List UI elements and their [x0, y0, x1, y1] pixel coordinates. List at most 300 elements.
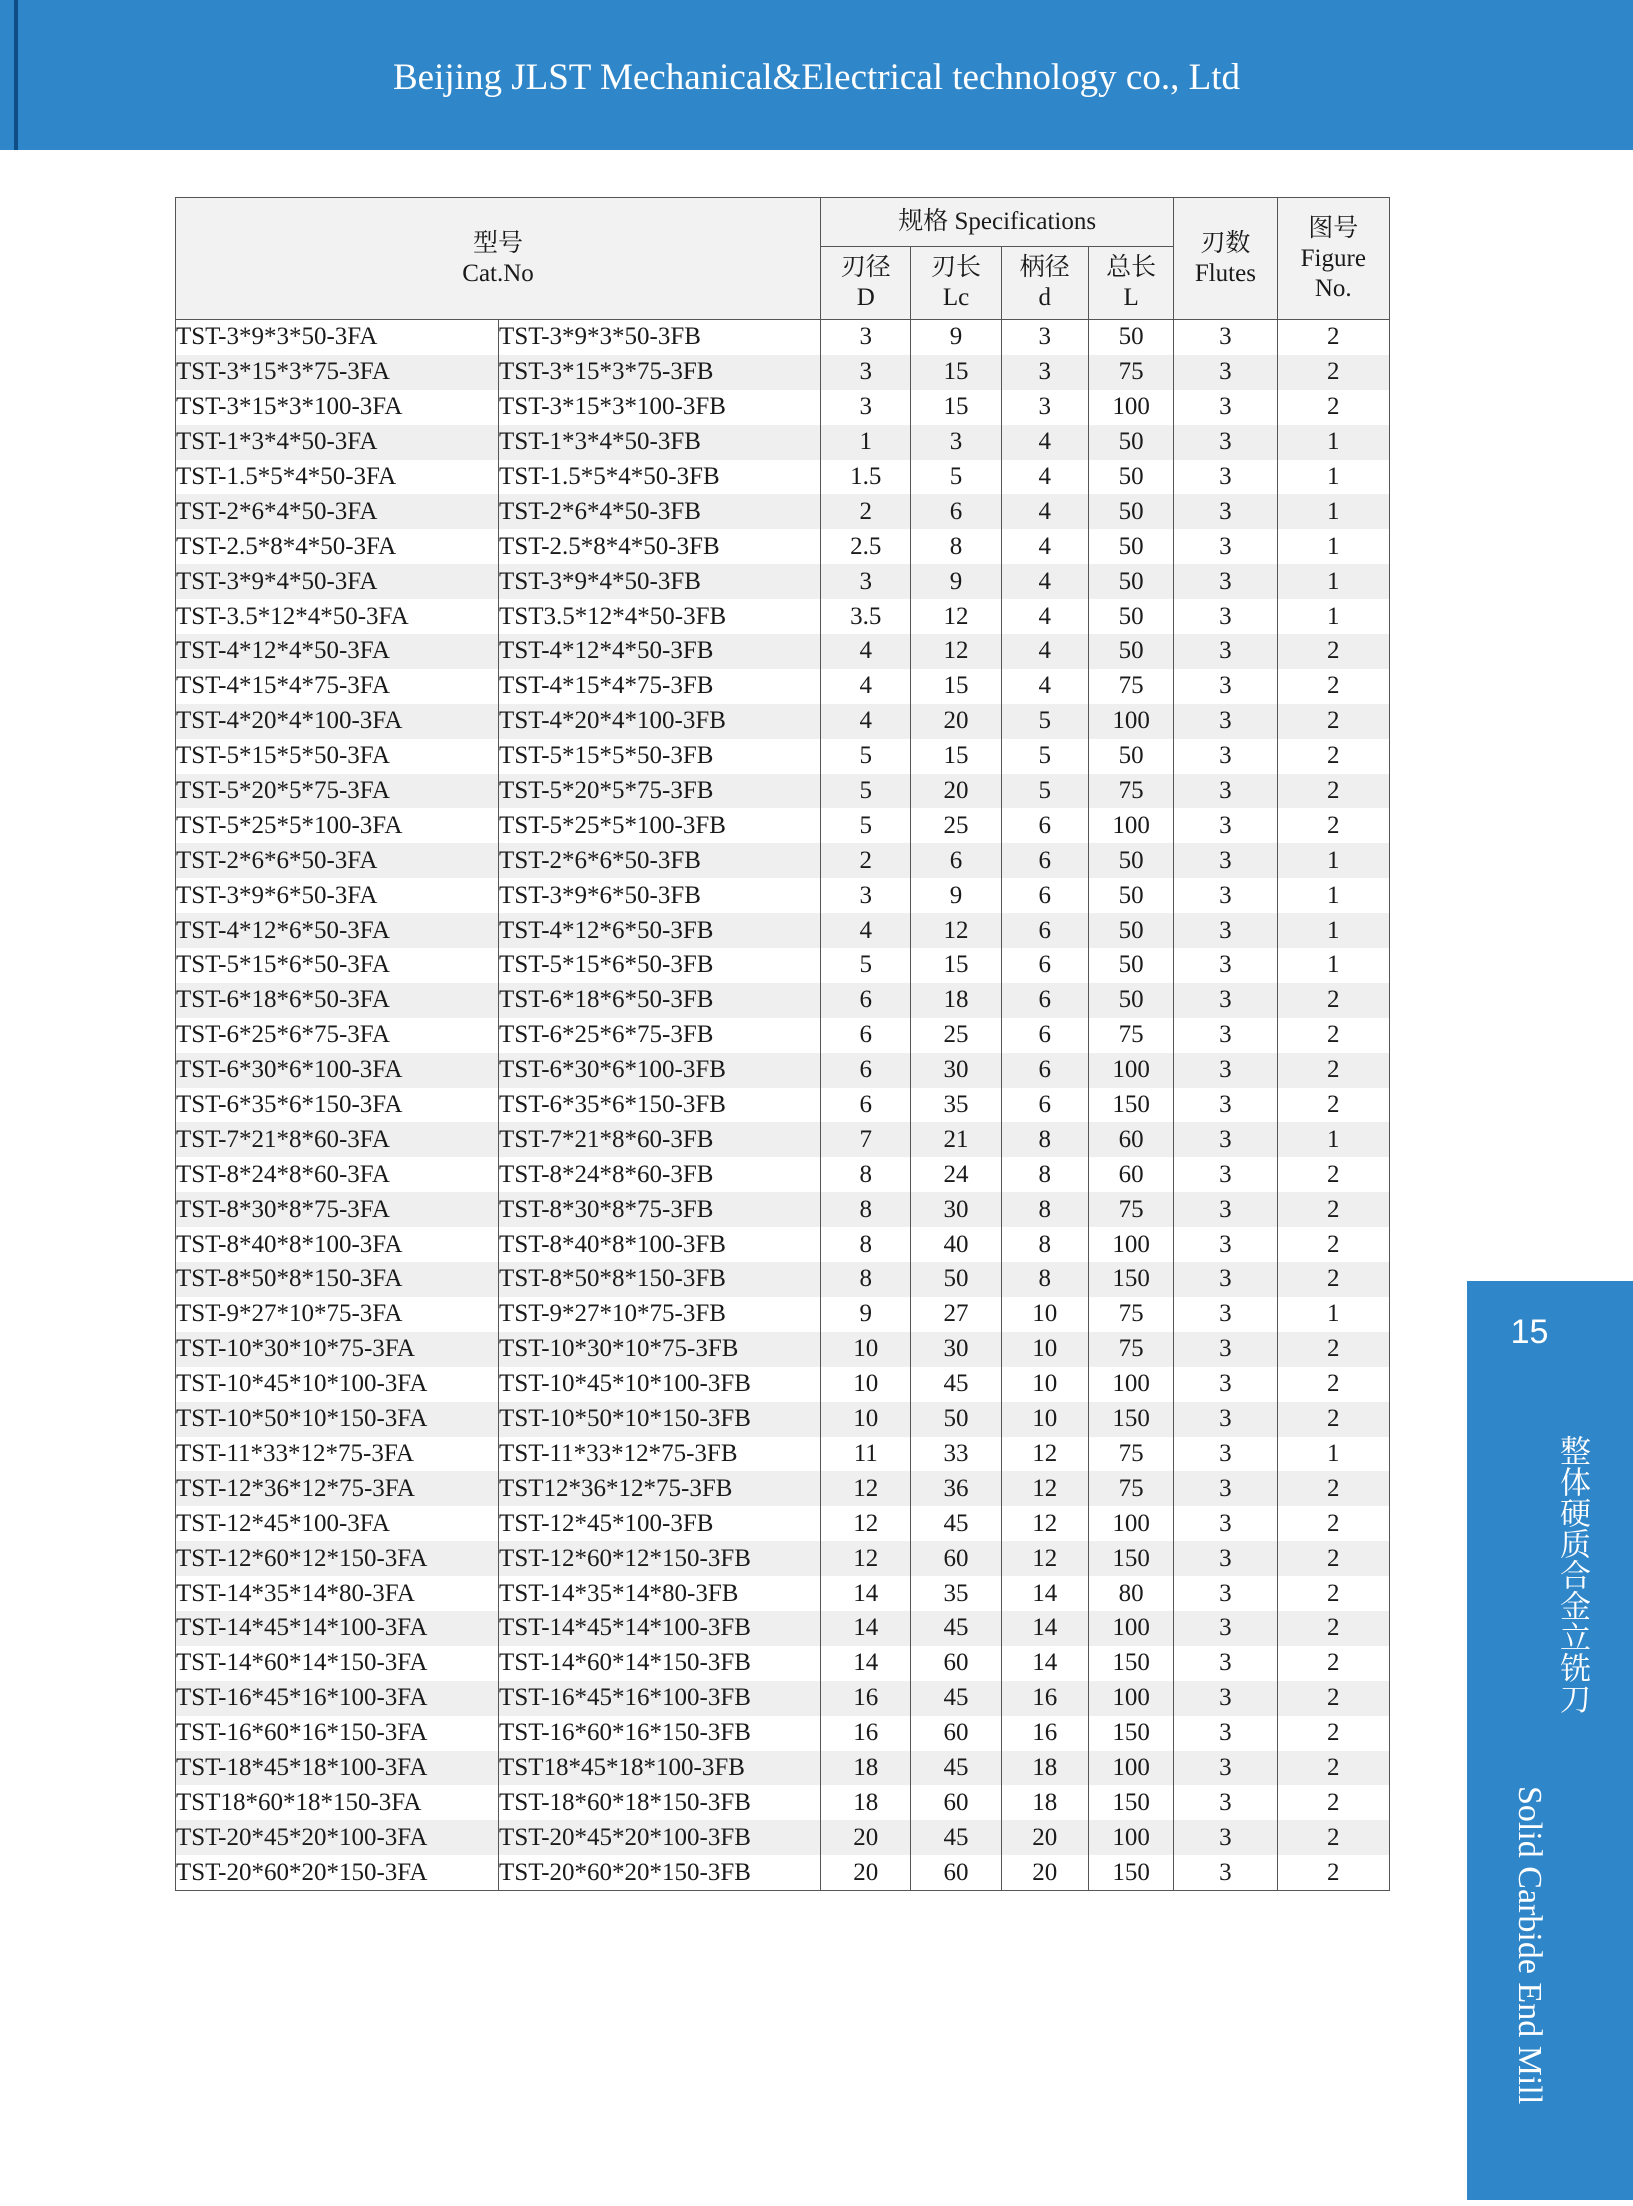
cell-cut-length: 15 [911, 669, 1001, 704]
cell-diameter: 6 [821, 1053, 911, 1088]
cell-cut-length: 9 [911, 320, 1001, 355]
cell-cat-no-fb: TST-12*45*100-3FB [499, 1506, 821, 1541]
cell-figure-no: 2 [1277, 1227, 1389, 1262]
table-row [176, 704, 1390, 739]
cell-figure-no: 2 [1277, 1611, 1389, 1646]
cell-shank-diameter: 10 [1001, 1297, 1088, 1332]
cell-shank-diameter: 20 [1001, 1855, 1088, 1890]
cell-cat-no-fa: TST-3.5*12*4*50-3FA [176, 599, 499, 634]
cell-cat-no-fa: TST-8*30*8*75-3FA [176, 1192, 499, 1227]
cell-flutes: 3 [1174, 1088, 1277, 1123]
cell-cat-no-fa: TST-8*40*8*100-3FA [176, 1227, 499, 1262]
cell-cat-no-fb: TST-18*60*18*150-3FB [499, 1785, 821, 1820]
cell-overall-length: 75 [1088, 1437, 1173, 1472]
cell-flutes: 3 [1174, 774, 1277, 809]
cell-cat-no-fa: TST-12*60*12*150-3FA [176, 1541, 499, 1576]
cell-cat-no-fa: TST18*60*18*150-3FA [176, 1785, 499, 1820]
table-row [176, 1367, 1390, 1402]
header-fig-en2: No. [1314, 274, 1352, 302]
cell-overall-length: 150 [1088, 1541, 1173, 1576]
cell-shank-diameter: 6 [1001, 878, 1088, 913]
cell-flutes: 3 [1174, 1367, 1277, 1402]
cell-overall-length: 50 [1088, 634, 1173, 669]
table-row [176, 669, 1390, 704]
cell-cat-no-fa: TST-5*15*6*50-3FA [176, 948, 499, 983]
cell-figure-no: 1 [1277, 599, 1389, 634]
cell-shank-diameter: 10 [1001, 1367, 1088, 1402]
cell-cat-no-fa: TST-3*15*3*75-3FA [176, 355, 499, 390]
table-row [176, 774, 1390, 809]
cell-shank-diameter: 3 [1001, 390, 1088, 425]
cell-cut-length: 15 [911, 390, 1001, 425]
cell-cat-no-fa: TST-10*45*10*100-3FA [176, 1367, 499, 1402]
cell-shank-diameter: 18 [1001, 1785, 1088, 1820]
cell-flutes: 3 [1174, 460, 1277, 495]
cell-cut-length: 50 [911, 1262, 1001, 1297]
cell-cat-no-fa: TST-10*30*10*75-3FA [176, 1332, 499, 1367]
cell-cut-length: 5 [911, 460, 1001, 495]
table-row [176, 529, 1390, 564]
table-row [176, 1018, 1390, 1053]
cell-cut-length: 3 [911, 425, 1001, 460]
header-flutes-cn: 刃数 [1200, 229, 1251, 257]
cell-shank-diameter: 8 [1001, 1262, 1088, 1297]
cell-diameter: 20 [821, 1820, 911, 1855]
cell-shank-diameter: 14 [1001, 1646, 1088, 1681]
cell-figure-no: 2 [1277, 320, 1389, 355]
cell-overall-length: 75 [1088, 1192, 1173, 1227]
cell-diameter: 5 [821, 808, 911, 843]
cell-overall-length: 75 [1088, 355, 1173, 390]
cell-cat-no-fb: TST-8*50*8*150-3FB [499, 1262, 821, 1297]
cell-diameter: 1 [821, 425, 911, 460]
cell-cut-length: 24 [911, 1157, 1001, 1192]
table-row [176, 1053, 1390, 1088]
cell-shank-diameter: 8 [1001, 1122, 1088, 1157]
cell-flutes: 3 [1174, 1157, 1277, 1192]
cell-cut-length: 60 [911, 1541, 1001, 1576]
cell-figure-no: 2 [1277, 1506, 1389, 1541]
cell-figure-no: 2 [1277, 1855, 1389, 1890]
cell-shank-diameter: 6 [1001, 1018, 1088, 1053]
cell-overall-length: 50 [1088, 494, 1173, 529]
cell-flutes: 3 [1174, 564, 1277, 599]
cell-figure-no: 1 [1277, 878, 1389, 913]
cell-overall-length: 75 [1088, 1471, 1173, 1506]
cell-figure-no: 2 [1277, 355, 1389, 390]
cell-flutes: 3 [1174, 1122, 1277, 1157]
cell-cut-length: 45 [911, 1751, 1001, 1786]
cell-cut-length: 12 [911, 634, 1001, 669]
side-tab [1467, 1281, 1633, 2200]
cell-shank-diameter: 5 [1001, 774, 1088, 809]
cell-diameter: 18 [821, 1751, 911, 1786]
cell-figure-no: 2 [1277, 1646, 1389, 1681]
cell-cut-length: 12 [911, 913, 1001, 948]
header-fig-cn: 图号 [1308, 214, 1359, 242]
cell-overall-length: 50 [1088, 913, 1173, 948]
cell-shank-diameter: 6 [1001, 1053, 1088, 1088]
cell-cat-no-fb: TST-14*60*14*150-3FB [499, 1646, 821, 1681]
cell-overall-length: 150 [1088, 1716, 1173, 1751]
header-specifications [821, 198, 1174, 247]
cell-cut-length: 8 [911, 529, 1001, 564]
cell-shank-diameter: 5 [1001, 739, 1088, 774]
cell-shank-diameter: 4 [1001, 564, 1088, 599]
cell-diameter: 20 [821, 1855, 911, 1890]
cell-shank-diameter: 4 [1001, 425, 1088, 460]
cell-diameter: 3.5 [821, 599, 911, 634]
cell-overall-length: 50 [1088, 739, 1173, 774]
cell-cut-length: 6 [911, 494, 1001, 529]
cell-cut-length: 45 [911, 1820, 1001, 1855]
cell-shank-diameter: 16 [1001, 1716, 1088, 1751]
cell-figure-no: 2 [1277, 1471, 1389, 1506]
cell-figure-no: 2 [1277, 1751, 1389, 1786]
cell-overall-length: 50 [1088, 320, 1173, 355]
cell-overall-length: 75 [1088, 1332, 1173, 1367]
header-len-en: L [1123, 284, 1139, 311]
cell-shank-diameter: 6 [1001, 843, 1088, 878]
table-row [176, 1506, 1390, 1541]
cell-shank-diameter: 6 [1001, 983, 1088, 1018]
cell-cat-no-fb: TST-1*3*4*50-3FB [499, 425, 821, 460]
cell-diameter: 1.5 [821, 460, 911, 495]
cell-overall-length: 100 [1088, 1751, 1173, 1786]
cell-overall-length: 50 [1088, 878, 1173, 913]
cell-flutes: 3 [1174, 1192, 1277, 1227]
header-d-en: D [856, 284, 875, 311]
cell-cut-length: 15 [911, 948, 1001, 983]
cell-overall-length: 60 [1088, 1157, 1173, 1192]
cell-overall-length: 75 [1088, 1297, 1173, 1332]
cell-diameter: 18 [821, 1785, 911, 1820]
cell-cat-no-fa: TST-1.5*5*4*50-3FA [176, 460, 499, 495]
cell-shank-diameter: 18 [1001, 1751, 1088, 1786]
cell-figure-no: 2 [1277, 1332, 1389, 1367]
cell-cat-no-fb: TST-6*18*6*50-3FB [499, 983, 821, 1018]
cell-figure-no: 2 [1277, 1262, 1389, 1297]
cell-cat-no-fb: TST-2*6*6*50-3FB [499, 843, 821, 878]
cell-cat-no-fb: TST-16*45*16*100-3FB [499, 1681, 821, 1716]
cell-flutes: 3 [1174, 1506, 1277, 1541]
table-row [176, 634, 1390, 669]
cell-cat-no-fa: TST-5*25*5*100-3FA [176, 808, 499, 843]
section-title-cn: 整体硬质合金立铣刀 [1554, 1434, 1590, 1714]
cell-cut-length: 30 [911, 1332, 1001, 1367]
cell-overall-length: 100 [1088, 808, 1173, 843]
table-row [176, 1471, 1390, 1506]
cell-cut-length: 9 [911, 564, 1001, 599]
cell-diameter: 14 [821, 1611, 911, 1646]
header-cat-cn: 型号 [473, 229, 524, 257]
cell-cat-no-fb: TST-14*45*14*100-3FB [499, 1611, 821, 1646]
cell-flutes: 3 [1174, 808, 1277, 843]
cell-cat-no-fb: TST-3*15*3*75-3FB [499, 355, 821, 390]
cell-flutes: 3 [1174, 1437, 1277, 1472]
cell-diameter: 6 [821, 983, 911, 1018]
cell-figure-no: 2 [1277, 1576, 1389, 1611]
cell-cut-length: 45 [911, 1367, 1001, 1402]
cell-shank-diameter: 3 [1001, 320, 1088, 355]
cell-cat-no-fa: TST-6*35*6*150-3FA [176, 1088, 499, 1123]
cell-figure-no: 1 [1277, 564, 1389, 599]
cell-cut-length: 15 [911, 739, 1001, 774]
cell-figure-no: 1 [1277, 1122, 1389, 1157]
cell-shank-diameter: 4 [1001, 599, 1088, 634]
cell-cat-no-fa: TST-14*35*14*80-3FA [176, 1576, 499, 1611]
cell-flutes: 3 [1174, 1646, 1277, 1681]
header-diameter [821, 247, 911, 320]
cell-flutes: 3 [1174, 529, 1277, 564]
table-row [176, 1332, 1390, 1367]
cell-shank-diameter: 10 [1001, 1402, 1088, 1437]
cell-cut-length: 20 [911, 704, 1001, 739]
cell-cat-no-fa: TST-3*9*3*50-3FA [176, 320, 499, 355]
table-row [176, 808, 1390, 843]
cell-figure-no: 1 [1277, 1297, 1389, 1332]
cell-figure-no: 1 [1277, 948, 1389, 983]
table-row [176, 1122, 1390, 1157]
cell-shank-diameter: 3 [1001, 355, 1088, 390]
cell-figure-no: 2 [1277, 808, 1389, 843]
cell-cat-no-fa: TST-4*20*4*100-3FA [176, 704, 499, 739]
cell-cut-length: 60 [911, 1646, 1001, 1681]
cell-shank-diameter: 8 [1001, 1192, 1088, 1227]
cell-diameter: 7 [821, 1122, 911, 1157]
cell-diameter: 4 [821, 704, 911, 739]
cell-cat-no-fb: TST18*45*18*100-3FB [499, 1751, 821, 1786]
header-d-cn: 刃径 [840, 254, 891, 281]
cell-flutes: 3 [1174, 1297, 1277, 1332]
cell-cat-no-fb: TST-7*21*8*60-3FB [499, 1122, 821, 1157]
cell-cat-no-fa: TST-8*24*8*60-3FA [176, 1157, 499, 1192]
cell-cat-no-fa: TST-6*30*6*100-3FA [176, 1053, 499, 1088]
cell-cat-no-fa: TST-3*15*3*100-3FA [176, 390, 499, 425]
cell-cut-length: 60 [911, 1855, 1001, 1890]
cell-shank-diameter: 4 [1001, 494, 1088, 529]
cell-cat-no-fb: TST-8*30*8*75-3FB [499, 1192, 821, 1227]
cell-diameter: 3 [821, 390, 911, 425]
cell-shank-diameter: 12 [1001, 1437, 1088, 1472]
header-lc-cn: 刃长 [931, 254, 982, 281]
cell-cat-no-fa: TST-16*60*16*150-3FA [176, 1716, 499, 1751]
cell-figure-no: 2 [1277, 1367, 1389, 1402]
cell-diameter: 14 [821, 1576, 911, 1611]
cell-diameter: 11 [821, 1437, 911, 1472]
cell-diameter: 16 [821, 1716, 911, 1751]
cell-diameter: 16 [821, 1681, 911, 1716]
cell-flutes: 3 [1174, 1855, 1277, 1890]
cell-cat-no-fa: TST-2.5*8*4*50-3FA [176, 529, 499, 564]
header-cut-length [911, 247, 1001, 320]
table-row [176, 494, 1390, 529]
table-row [176, 739, 1390, 774]
cell-overall-length: 50 [1088, 948, 1173, 983]
cell-figure-no: 2 [1277, 669, 1389, 704]
cell-cut-length: 21 [911, 1122, 1001, 1157]
cell-cat-no-fb: TST-8*40*8*100-3FB [499, 1227, 821, 1262]
cell-overall-length: 50 [1088, 460, 1173, 495]
cell-cat-no-fa: TST-20*45*20*100-3FA [176, 1820, 499, 1855]
cell-overall-length: 100 [1088, 1820, 1173, 1855]
cell-overall-length: 75 [1088, 774, 1173, 809]
cell-figure-no: 1 [1277, 843, 1389, 878]
table-row [176, 1402, 1390, 1437]
cell-diameter: 12 [821, 1471, 911, 1506]
cell-cut-length: 36 [911, 1471, 1001, 1506]
cell-overall-length: 100 [1088, 1053, 1173, 1088]
cell-figure-no: 2 [1277, 704, 1389, 739]
cell-cut-length: 18 [911, 983, 1001, 1018]
cell-cat-no-fa: TST-2*6*4*50-3FA [176, 494, 499, 529]
cell-cat-no-fa: TST-12*36*12*75-3FA [176, 1471, 499, 1506]
header-spec-cn: 规格 [898, 208, 949, 235]
cell-diameter: 2.5 [821, 529, 911, 564]
cell-cut-length: 45 [911, 1681, 1001, 1716]
cell-cut-length: 60 [911, 1785, 1001, 1820]
cell-cat-no-fb: TST-3*9*6*50-3FB [499, 878, 821, 913]
cell-shank-diameter: 6 [1001, 913, 1088, 948]
header-cat-en: Cat.No [462, 259, 534, 287]
cell-figure-no: 2 [1277, 1192, 1389, 1227]
section-title-en: Solid Carbide End Mill [1511, 1786, 1548, 2105]
cell-figure-no: 2 [1277, 1018, 1389, 1053]
cell-flutes: 3 [1174, 1053, 1277, 1088]
table-row [176, 460, 1390, 495]
table-row [176, 1611, 1390, 1646]
cell-flutes: 3 [1174, 634, 1277, 669]
cell-figure-no: 1 [1277, 529, 1389, 564]
cell-figure-no: 2 [1277, 1088, 1389, 1123]
cell-flutes: 3 [1174, 1332, 1277, 1367]
cell-overall-length: 150 [1088, 1402, 1173, 1437]
cell-cut-length: 12 [911, 599, 1001, 634]
header-lc-en: Lc [942, 284, 970, 311]
cell-cat-no-fb: TST-12*60*12*150-3FB [499, 1541, 821, 1576]
company-title: Beijing JLST Mechanical&Electrical technology co., Ltd [393, 57, 1240, 98]
cell-flutes: 3 [1174, 1402, 1277, 1437]
cell-cat-no-fb: TST-9*27*10*75-3FB [499, 1297, 821, 1332]
cell-cut-length: 27 [911, 1297, 1001, 1332]
cell-diameter: 6 [821, 1018, 911, 1053]
table-row [176, 983, 1390, 1018]
cell-overall-length: 100 [1088, 1227, 1173, 1262]
cell-diameter: 5 [821, 948, 911, 983]
cell-cat-no-fb: TST-16*60*16*150-3FB [499, 1716, 821, 1751]
table-row [176, 1192, 1390, 1227]
cell-cat-no-fa: TST-1*3*4*50-3FA [176, 425, 499, 460]
header-flutes-en: Flutes [1194, 259, 1256, 287]
table-row [176, 1227, 1390, 1262]
cell-cat-no-fa: TST-18*45*18*100-3FA [176, 1751, 499, 1786]
table-row [176, 599, 1390, 634]
cell-overall-length: 50 [1088, 983, 1173, 1018]
cell-cat-no-fa: TST-5*20*5*75-3FA [176, 774, 499, 809]
cell-cut-length: 6 [911, 843, 1001, 878]
cell-diameter: 12 [821, 1506, 911, 1541]
table-row [176, 843, 1390, 878]
cell-shank-diameter: 4 [1001, 460, 1088, 495]
table-row [176, 1541, 1390, 1576]
cell-flutes: 3 [1174, 1576, 1277, 1611]
cell-figure-no: 2 [1277, 1053, 1389, 1088]
cell-flutes: 3 [1174, 1681, 1277, 1716]
cell-diameter: 14 [821, 1646, 911, 1681]
header-flutes [1174, 198, 1277, 320]
cell-cat-no-fb: TST-3*9*4*50-3FB [499, 564, 821, 599]
table-row [176, 1751, 1390, 1786]
cell-cat-no-fb: TST-3*9*3*50-3FB [499, 320, 821, 355]
cell-cat-no-fb: TST-4*12*6*50-3FB [499, 913, 821, 948]
cell-figure-no: 2 [1277, 739, 1389, 774]
cell-flutes: 3 [1174, 704, 1277, 739]
cell-cat-no-fb: TST-5*20*5*75-3FB [499, 774, 821, 809]
cell-figure-no: 2 [1277, 390, 1389, 425]
table-row [176, 878, 1390, 913]
cell-figure-no: 1 [1277, 425, 1389, 460]
table-row [176, 1681, 1390, 1716]
cell-diameter: 2 [821, 843, 911, 878]
cell-cat-no-fa: TST-3*9*6*50-3FA [176, 878, 499, 913]
cell-shank-diameter: 14 [1001, 1576, 1088, 1611]
cell-shank-diameter: 8 [1001, 1157, 1088, 1192]
cell-flutes: 3 [1174, 1227, 1277, 1262]
cell-flutes: 3 [1174, 1716, 1277, 1751]
cell-cat-no-fb: TST-14*35*14*80-3FB [499, 1576, 821, 1611]
cell-flutes: 3 [1174, 843, 1277, 878]
cell-shank-diameter: 10 [1001, 1332, 1088, 1367]
cell-overall-length: 100 [1088, 390, 1173, 425]
cell-diameter: 5 [821, 774, 911, 809]
cell-overall-length: 50 [1088, 843, 1173, 878]
cell-cat-no-fb: TST-11*33*12*75-3FB [499, 1437, 821, 1472]
header-shank-en: d [1038, 284, 1052, 311]
cell-cat-no-fb: TST-6*30*6*100-3FB [499, 1053, 821, 1088]
page-number: 15 [1510, 1313, 1549, 1351]
header-figure [1277, 198, 1389, 320]
cell-cat-no-fb: TST-6*25*6*75-3FB [499, 1018, 821, 1053]
cell-cut-length: 33 [911, 1437, 1001, 1472]
cell-cat-no-fb: TST-4*15*4*75-3FB [499, 669, 821, 704]
cell-figure-no: 2 [1277, 983, 1389, 1018]
cell-cat-no-fb: TST-10*45*10*100-3FB [499, 1367, 821, 1402]
cell-figure-no: 2 [1277, 1541, 1389, 1576]
cell-overall-length: 100 [1088, 1367, 1173, 1402]
table-row [176, 913, 1390, 948]
cell-flutes: 3 [1174, 739, 1277, 774]
cell-cut-length: 45 [911, 1611, 1001, 1646]
cell-cat-no-fa: TST-6*18*6*50-3FA [176, 983, 499, 1018]
table-row [176, 1576, 1390, 1611]
cell-overall-length: 100 [1088, 1681, 1173, 1716]
cell-shank-diameter: 6 [1001, 948, 1088, 983]
cell-diameter: 3 [821, 320, 911, 355]
cell-flutes: 3 [1174, 1785, 1277, 1820]
cell-flutes: 3 [1174, 913, 1277, 948]
cell-cat-no-fa: TST-14*45*14*100-3FA [176, 1611, 499, 1646]
cell-diameter: 3 [821, 564, 911, 599]
cell-shank-diameter: 16 [1001, 1681, 1088, 1716]
cell-cat-no-fb: TST-4*20*4*100-3FB [499, 704, 821, 739]
cell-cat-no-fa: TST-9*27*10*75-3FA [176, 1297, 499, 1332]
cell-flutes: 3 [1174, 494, 1277, 529]
cell-figure-no: 2 [1277, 634, 1389, 669]
cell-figure-no: 2 [1277, 1681, 1389, 1716]
cell-cat-no-fa: TST-4*12*6*50-3FA [176, 913, 499, 948]
spec-table [175, 197, 1390, 1891]
cell-overall-length: 150 [1088, 1785, 1173, 1820]
